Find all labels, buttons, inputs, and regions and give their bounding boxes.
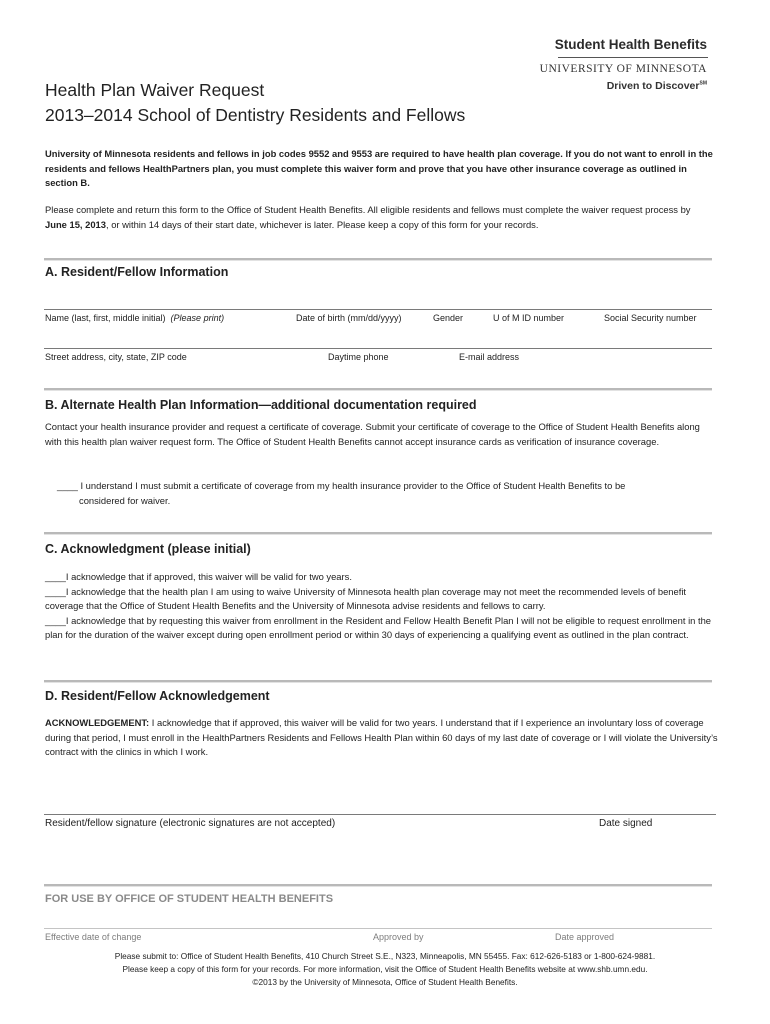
signature-field-label: Resident/fellow signature (electronic signatures are not accepted): [45, 818, 336, 829]
umid-field-label: U of M ID number: [493, 313, 565, 323]
acknowledgment-list: [45, 570, 717, 643]
tagline-text: Driven to Discover: [606, 80, 700, 92]
date-approved-label: Date approved: [555, 932, 615, 942]
deadline-date: June 15, 2013: [45, 218, 106, 230]
initial-blank[interactable]: ____: [45, 614, 66, 626]
instructions-text-end: , or within 14 days of their start date, whichever is later. Please keep a copy of this form for your records.: [105, 218, 539, 230]
effective-date-label: Effective date of change: [45, 932, 142, 942]
approved-by-label: Approved by: [373, 932, 424, 942]
acknowledgment-item: [45, 585, 717, 614]
date-signed-label: Date signed: [599, 818, 653, 829]
dob-field-label: Date of birth (mm/dd/yyyy): [296, 313, 402, 323]
section-divider: [44, 258, 712, 261]
acknowledgment-text: I acknowledge that by requesting this waiver from enrollment in the Resident and Fellow Health Benefit Plan I will not be eligible to request enrollment in the plan for the duration of the waiver except during open enrollment period or within 30 days of experiencing a qualifying event as outlined in the plan contract.: [45, 614, 712, 641]
certificate-statement-cont: considered for waiver.: [79, 494, 171, 506]
address-field-label: Street address, city, state, ZIP code: [45, 352, 187, 362]
initial-blank[interactable]: ____: [45, 571, 66, 582]
section-divider: [44, 388, 712, 391]
page-subtitle: 2013–2014 School of Dentistry Residents and Fellows: [45, 105, 466, 125]
acknowledgment-item: [45, 570, 717, 585]
instructions-text-start: Please complete and return this form to the Office of Student Health Benefits. All eligible residents and fellows must complete the waiver request process by: [45, 204, 691, 215]
department-name: Student Health Benefits: [554, 37, 707, 52]
acknowledgement-text: I acknowledge that if approved, this waiver will be valid for two years. I understand that if I experience an involuntary loss of coverage during that period, I must enroll in the HealthPartners Residents and Fellows Health Plan within 60 days of my last date of coverage or I will violate the University’s contract with the clinics in which I work.: [45, 717, 718, 758]
footer-submit-address: Please submit to: Office of Student Health Benefits, 410 Church Street S.E., N323, Minneapolis, MN 55455. Fax: 612-626-5183 or 1-800-624-9881.: [114, 951, 656, 961]
certificate-initial-item[interactable]: [57, 479, 717, 508]
section-b-text: Contact your health insurance provider and request a certificate of coverage. Submit your certificate of coverage to the Office of Student Health Benefits along with this health plan waiver request form. The Office of Student Health Benefits cannot accept insurance cards as verification of insurance coverage.: [45, 421, 700, 447]
service-mark: SM: [699, 80, 707, 87]
section-divider: [44, 532, 712, 535]
name-field-line[interactable]: [44, 309, 712, 310]
acknowledgment-text: I acknowledge that the health plan I am using to waive University of Minnesota health plan coverage may not meet the recommended levels of benefit coverage that the Office of Student Health Benefits and the University of Minnesota advise residents and fellows to carry.: [45, 585, 687, 612]
section-divider: [44, 884, 712, 887]
certificate-statement: I understand I must submit a certificate of coverage from my health insurance provider to the Office of Student Health Benefits to be: [77, 480, 626, 491]
final-acknowledgement: [45, 716, 728, 760]
gender-field-label: Gender: [433, 313, 464, 323]
name-label: Name (last, first, middle initial): [45, 313, 166, 323]
footer-records-note: Please keep a copy of this form for your records. For more information, visit the Office of Student Health Benefits website at www.shb.umn.edu.: [122, 964, 648, 974]
office-use-line: [44, 928, 712, 929]
tagline: [607, 80, 707, 92]
acknowledgment-item: [45, 614, 717, 643]
name-print-hint: (Please print): [170, 313, 225, 323]
section-divider: [44, 680, 712, 683]
footer: [0, 950, 770, 989]
initial-blank[interactable]: ____: [45, 585, 66, 597]
address-field-line[interactable]: [44, 348, 712, 349]
office-use-heading: FOR USE BY OFFICE OF STUDENT HEALTH BENEFITS: [45, 893, 334, 905]
section-d-heading: D. Resident/Fellow Acknowledgement: [45, 689, 270, 703]
section-a-heading: A. Resident/Fellow Information: [45, 265, 229, 279]
instructions-paragraph: [45, 203, 713, 232]
page-title: Health Plan Waiver Request: [45, 80, 265, 100]
university-wordmark: [540, 63, 707, 75]
section-c-heading: C. Acknowledgment (please initial): [45, 542, 251, 556]
signature-line[interactable]: [44, 814, 716, 815]
section-b-heading: B. Alternate Health Plan Information—additional documentation required: [45, 398, 477, 412]
acknowledgement-lead: ACKNOWLEDGEMENT:: [45, 717, 150, 728]
brand-divider: [558, 57, 708, 58]
name-field-label: [45, 313, 224, 323]
ssn-field-label: Social Security number: [604, 313, 697, 323]
footer-copyright: ©2013 by the University of Minnesota, Office of Student Health Benefits.: [252, 977, 518, 987]
eligibility-notice: University of Minnesota residents and fellows in job codes 9552 and 9553 are required to have health plan coverage. If you do not want to enroll in the residents and fellows HealthPartners plan, you must complete this waiver form and prove that you have other insurance coverage as outlined in section B.: [45, 148, 713, 189]
email-field-label: E-mail address: [459, 352, 520, 362]
acknowledgment-text: I acknowledge that if approved, this waiver will be valid for two years.: [65, 571, 352, 582]
phone-field-label: Daytime phone: [328, 352, 389, 362]
university-name: UNIVERSITY OF MINNESOTA: [539, 63, 707, 75]
initial-blank[interactable]: ____: [57, 480, 78, 491]
